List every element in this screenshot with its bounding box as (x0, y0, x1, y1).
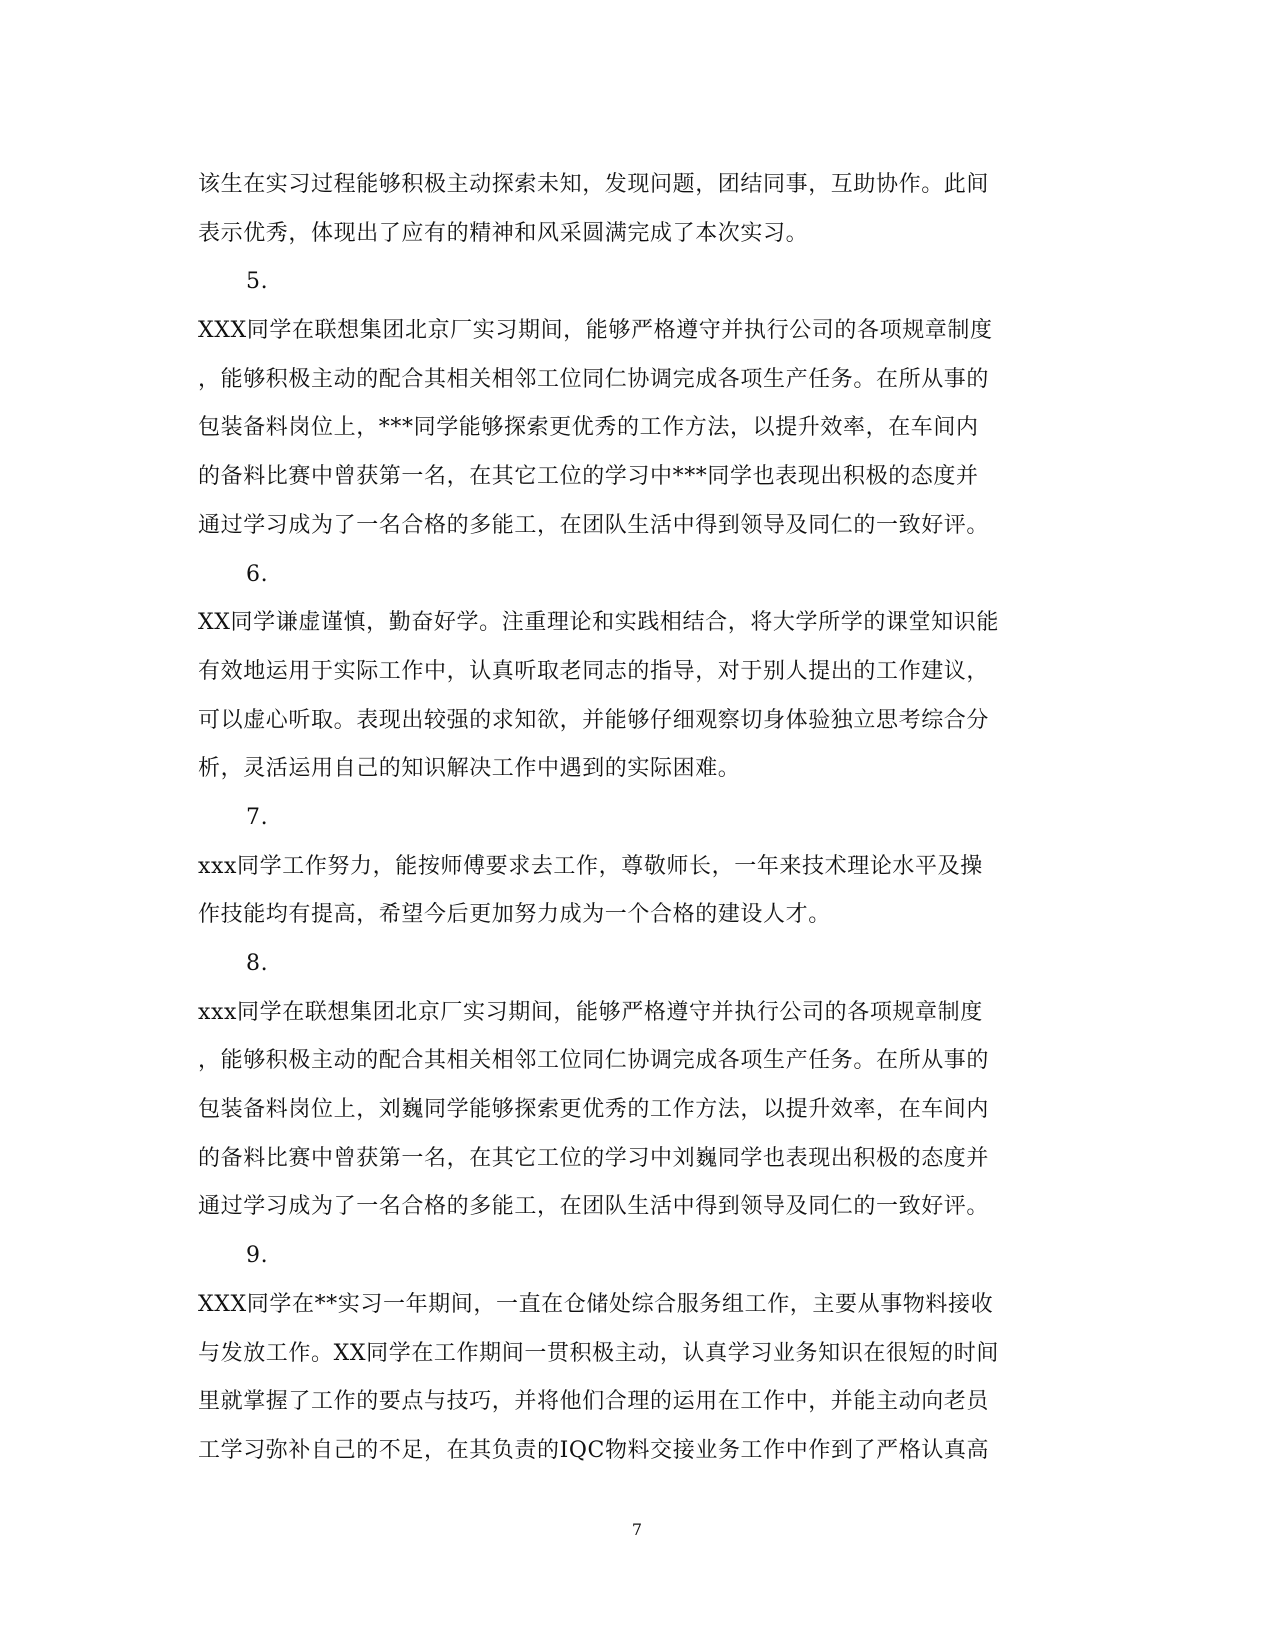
text-line: XXX同学在联想集团北京厂实习期间，能够严格遵守并执行公司的各项规章制度 (198, 318, 993, 344)
text-line: 通过学习成为了一名合格的多能工，在团队生活中得到领导及同仁的一致好评。 (198, 512, 990, 538)
body-text (198, 161, 1078, 1476)
text-line: 表示优秀，体现出了应有的精神和风采圆满完成了本次实习。 (198, 220, 809, 246)
text-line: 的备料比赛中曾获第一名，在其它工位的学习中***同学也表现出积极的态度并 (198, 464, 979, 490)
text-line: 析，灵活运用自己的知识解决工作中遇到的实际困难。 (198, 756, 741, 782)
text-line: xxx同学工作努力，能按师傅要求去工作，尊敬师长，一年来技术理论水平及操 (198, 853, 983, 879)
text-line: 的备料比赛中曾获第一名，在其它工位的学习中刘巍同学也表现出积极的态度并 (198, 1145, 990, 1171)
item-number: 8. (246, 951, 269, 976)
text-line: 作技能均有提高，希望今后更加努力成为一个合格的建设人才。 (198, 902, 831, 928)
item-number: 9. (246, 1243, 269, 1269)
text-line: 与发放工作。XX同学在工作期间一贯积极主动，认真学习业务知识在很短的时间 (198, 1340, 999, 1366)
text-line: 里就掌握了工作的要点与技巧，并将他们合理的运用在工作中，并能主动向老员 (198, 1389, 990, 1415)
text-line: XX同学谦虚谨慎，勤奋好学。注重理论和实践相结合，将大学所学的课堂知识能 (198, 610, 999, 636)
item-number: 5. (246, 269, 269, 295)
text-line: ，能够积极主动的配合其相关相邻工位同仁协调完成各项生产任务。在所从事的 (198, 1048, 990, 1074)
text-line: 包装备料岗位上，刘巍同学能够探索更优秀的工作方法，以提升效率，在车间内 (198, 1097, 990, 1123)
item-number: 7. (246, 804, 269, 830)
text-line: ，能够积极主动的配合其相关相邻工位同仁协调完成各项生产任务。在所从事的 (198, 366, 990, 392)
item-number: 6. (246, 561, 269, 587)
text-line: 包装备料岗位上，***同学能够探索更优秀的工作方法，以提升效率，在车间内 (198, 415, 979, 441)
text-line: xxx同学在联想集团北京厂实习期间，能够严格遵守并执行公司的各项规章制度 (198, 999, 983, 1025)
text-line: 可以虚心听取。表现出较强的求知欲，并能够仔细观察切身体验独立思考综合分 (198, 707, 990, 733)
text-line: 通过学习成为了一名合格的多能工，在团队生活中得到领导及同仁的一致好评。 (198, 1194, 990, 1220)
text-line: 有效地运用于实际工作中，认真听取老同志的指导，对于别人提出的工作建议， (198, 658, 990, 684)
text-line: 该生在实习过程能够积极主动探索未知，发现问题，团结同事，互助协作。此间 (198, 172, 990, 197)
page-number: 7 (631, 1520, 643, 1539)
text-line: XXX同学在**实习一年期间，一直在仓储处综合服务组工作，主要从事物料接收 (198, 1291, 994, 1317)
text-line: 工学习弥补自己的不足，在其负责的IQC物料交接业务工作中作到了严格认真高 (198, 1437, 990, 1463)
